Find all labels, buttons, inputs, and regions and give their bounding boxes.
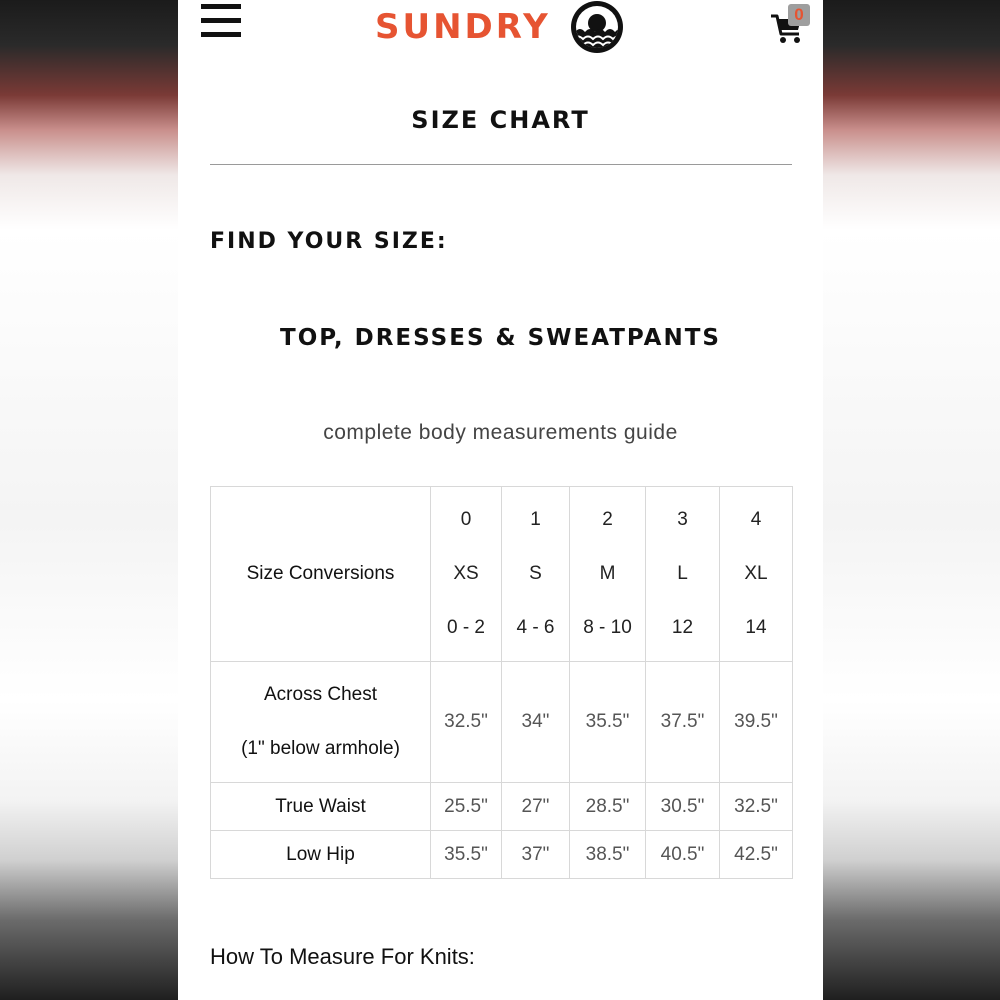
size-conversion-row <box>211 487 793 662</box>
measurement-row-chest <box>211 662 793 783</box>
measurement-cell: 40.5" <box>646 831 720 879</box>
size-number: 1 <box>530 509 541 530</box>
how-to-measure-heading: How To Measure For Knits: <box>210 944 475 969</box>
size-letter: S <box>529 563 542 584</box>
row-label-text: True Waist <box>211 783 431 831</box>
size-us-range: 4 - 6 <box>516 617 555 638</box>
size-column-header <box>570 487 646 662</box>
sundry-logo-icon <box>569 0 625 55</box>
measurement-cell: 30.5" <box>646 783 720 831</box>
size-column-header <box>431 487 502 662</box>
measurement-row-hip <box>211 831 793 879</box>
row-label-text: Across Chest <box>264 684 377 705</box>
size-number: 3 <box>677 509 688 530</box>
measurement-cell: 35.5" <box>431 831 502 879</box>
measurement-cell: 32.5" <box>431 662 502 783</box>
measurement-cell: 28.5" <box>570 783 646 831</box>
cart-count-badge: 0 <box>788 4 810 26</box>
row-sublabel-text: (1" below armhole) <box>241 738 400 759</box>
mobile-page <box>178 0 823 1000</box>
size-number: 4 <box>750 509 762 530</box>
measurement-row-waist <box>211 783 793 831</box>
size-number: 2 <box>602 509 613 530</box>
size-letter: XL <box>744 563 768 584</box>
measurement-cell: 37.5" <box>646 662 720 783</box>
size-letter: L <box>677 563 688 584</box>
size-us-range: 8 - 10 <box>583 617 632 638</box>
row-label <box>211 662 431 783</box>
find-your-size-heading: FIND YOUR SIZE: <box>210 229 448 254</box>
size-letter: M <box>599 563 616 584</box>
hamburger-menu-icon[interactable] <box>201 4 241 38</box>
measurement-cell: 35.5" <box>570 662 646 783</box>
cart-button[interactable] <box>770 4 814 44</box>
size-column-header <box>502 487 570 662</box>
measurement-cell: 42.5" <box>720 831 793 879</box>
row-label-text: Low Hip <box>211 831 431 879</box>
size-column-header <box>720 487 793 662</box>
measurement-cell: 39.5" <box>720 662 793 783</box>
measurement-cell: 38.5" <box>570 831 646 879</box>
size-letter: XS <box>453 563 479 584</box>
measurement-cell: 37" <box>502 831 570 879</box>
size-column-header <box>646 487 720 662</box>
section-subtitle: complete body measurements guide <box>323 421 678 444</box>
size-conversions-label: Size Conversions <box>211 487 431 662</box>
measurement-cell: 27" <box>502 783 570 831</box>
size-number: 0 <box>460 509 472 530</box>
size-us-range: 0 - 2 <box>446 617 486 638</box>
brand-name: SUNDRY <box>375 7 551 47</box>
measurement-cell: 25.5" <box>431 783 502 831</box>
brand-logo-link[interactable] <box>375 2 625 52</box>
measurement-cell: 32.5" <box>720 783 793 831</box>
measurement-cell: 34" <box>502 662 570 783</box>
size-us-range: 12 <box>671 617 694 638</box>
page-title: SIZE CHART <box>411 106 590 134</box>
size-us-range: 14 <box>745 617 767 638</box>
section-heading: TOP, DRESSES & SWEATPANTS <box>280 325 721 351</box>
title-divider <box>210 164 792 165</box>
size-chart-table <box>210 486 793 879</box>
